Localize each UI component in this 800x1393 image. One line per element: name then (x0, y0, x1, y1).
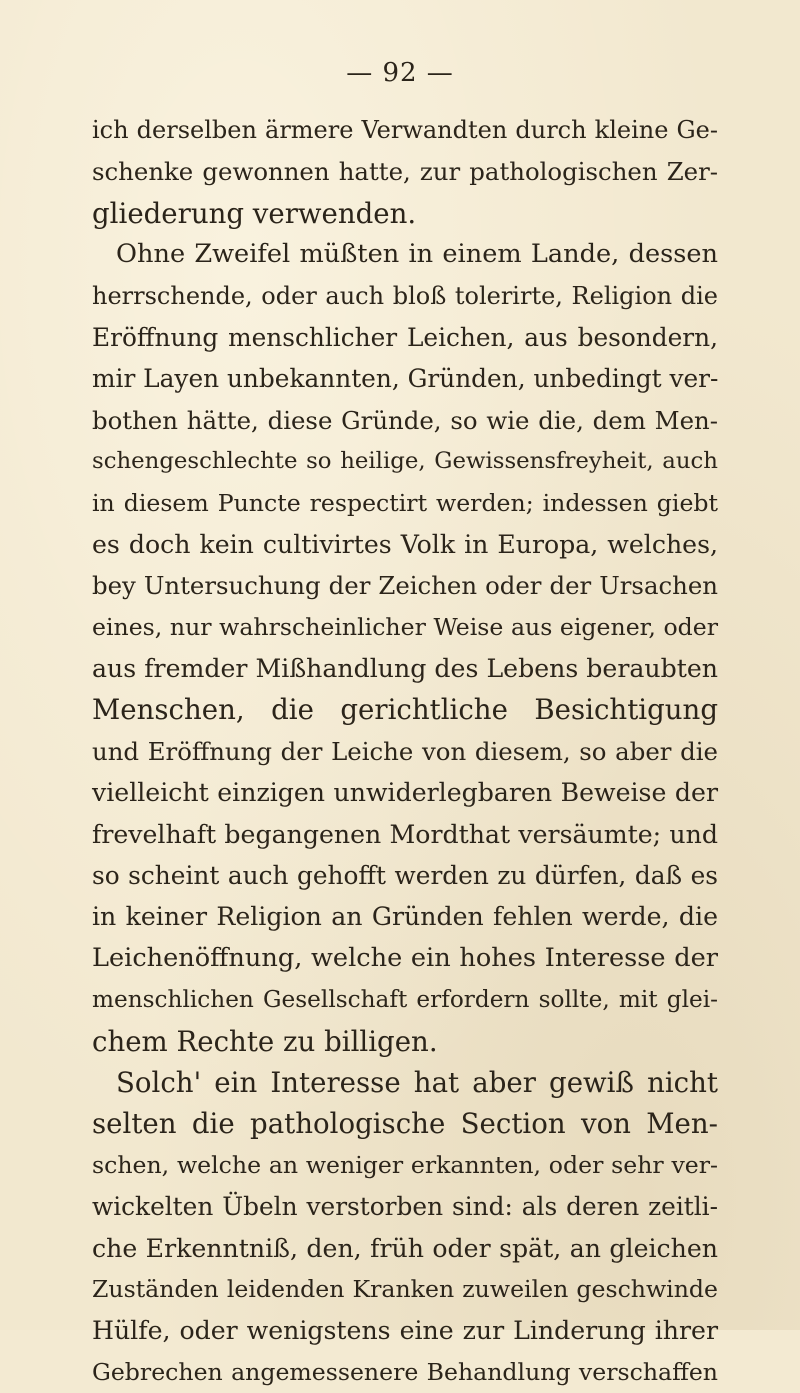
text-line: Zuständen leidenden Kranken zuweilen geschwinde (92, 1274, 718, 1303)
text-line: schenke gewonnen hatte, zur pathologischen Zer- (92, 157, 718, 187)
text-line: chem Rechte zu billigen. (92, 1024, 438, 1058)
text-line: menschlichen Gesellschaft erfordern sollte, mit glei- (92, 986, 718, 1014)
text-line: Gebrechen angemessenere Behandlung verschaffen (92, 1357, 718, 1386)
text-line: es doch kein cultivirtes Volk in Europa, welches, (92, 529, 718, 559)
text-line: Solch' ein Interesse hat aber gewiß nicht (116, 1065, 718, 1099)
text-line: selten die pathologische Section von Men- (92, 1107, 718, 1141)
text-line: und Eröffnung der Leiche von diesem, so aber die (92, 736, 718, 766)
text-line: schengeschlechte so heilige, Gewissensfreyheit, auch (92, 448, 718, 475)
text-line: frevelhaft begangenen Mordthat versäumte; und (92, 819, 718, 849)
text-line: schen, welche an weniger erkannten, oder sehr ver- (92, 1150, 718, 1179)
text-line: eines, nur wahrscheinlicher Weise aus eigener, oder (92, 612, 718, 641)
text-line: Hülfe, oder wenigstens eine zur Linderung ihrer (92, 1316, 718, 1346)
text-line: che Erkenntniß, den, früh oder spät, an gleichen (92, 1233, 718, 1263)
text-line: wickelten Übeln verstorben sind: als deren zeitli- (92, 1192, 718, 1222)
text-line: so scheint auch gehofft werden zu dürfen, daß es (92, 861, 718, 891)
text-line: mir Layen unbekannten, Gründen, unbedingt ver- (92, 364, 719, 394)
text-line: aus fremder Mißhandlung des Lebens beraubten (92, 654, 718, 684)
text-line: bothen hätte, diese Gründe, so wie die, dem Men- (92, 405, 718, 435)
text-line: ich derselben ärmere Verwandten durch kleine Ge- (92, 116, 718, 144)
text-line: Ohne Zweifel müßten in einem Lande, dessen (116, 239, 718, 270)
text-line: gliederung verwenden. (92, 196, 417, 230)
text-line: Eröffnung menschlicher Leichen, aus besondern, (92, 322, 718, 352)
text-line: Menschen, die gerichtliche Besichtigung (92, 693, 718, 727)
text-line: bey Untersuchung der Zeichen oder der Ursachen (92, 571, 718, 601)
text-line: in diesem Puncte respectirt werden; indessen giebt (92, 488, 718, 517)
text-line: herrschende, oder auch bloß tolerirte, Religion die (92, 281, 718, 310)
text-line: in keiner Religion an Gründen fehlen werde, die (92, 902, 718, 932)
page-number: — 92 — (346, 58, 454, 88)
text-line: Leichenöffnung, welche ein hohes Interesse der (92, 942, 718, 973)
text-line: vielleicht einzigen unwiderlegbaren Beweise der (92, 778, 718, 808)
body-text (92, 110, 718, 1393)
